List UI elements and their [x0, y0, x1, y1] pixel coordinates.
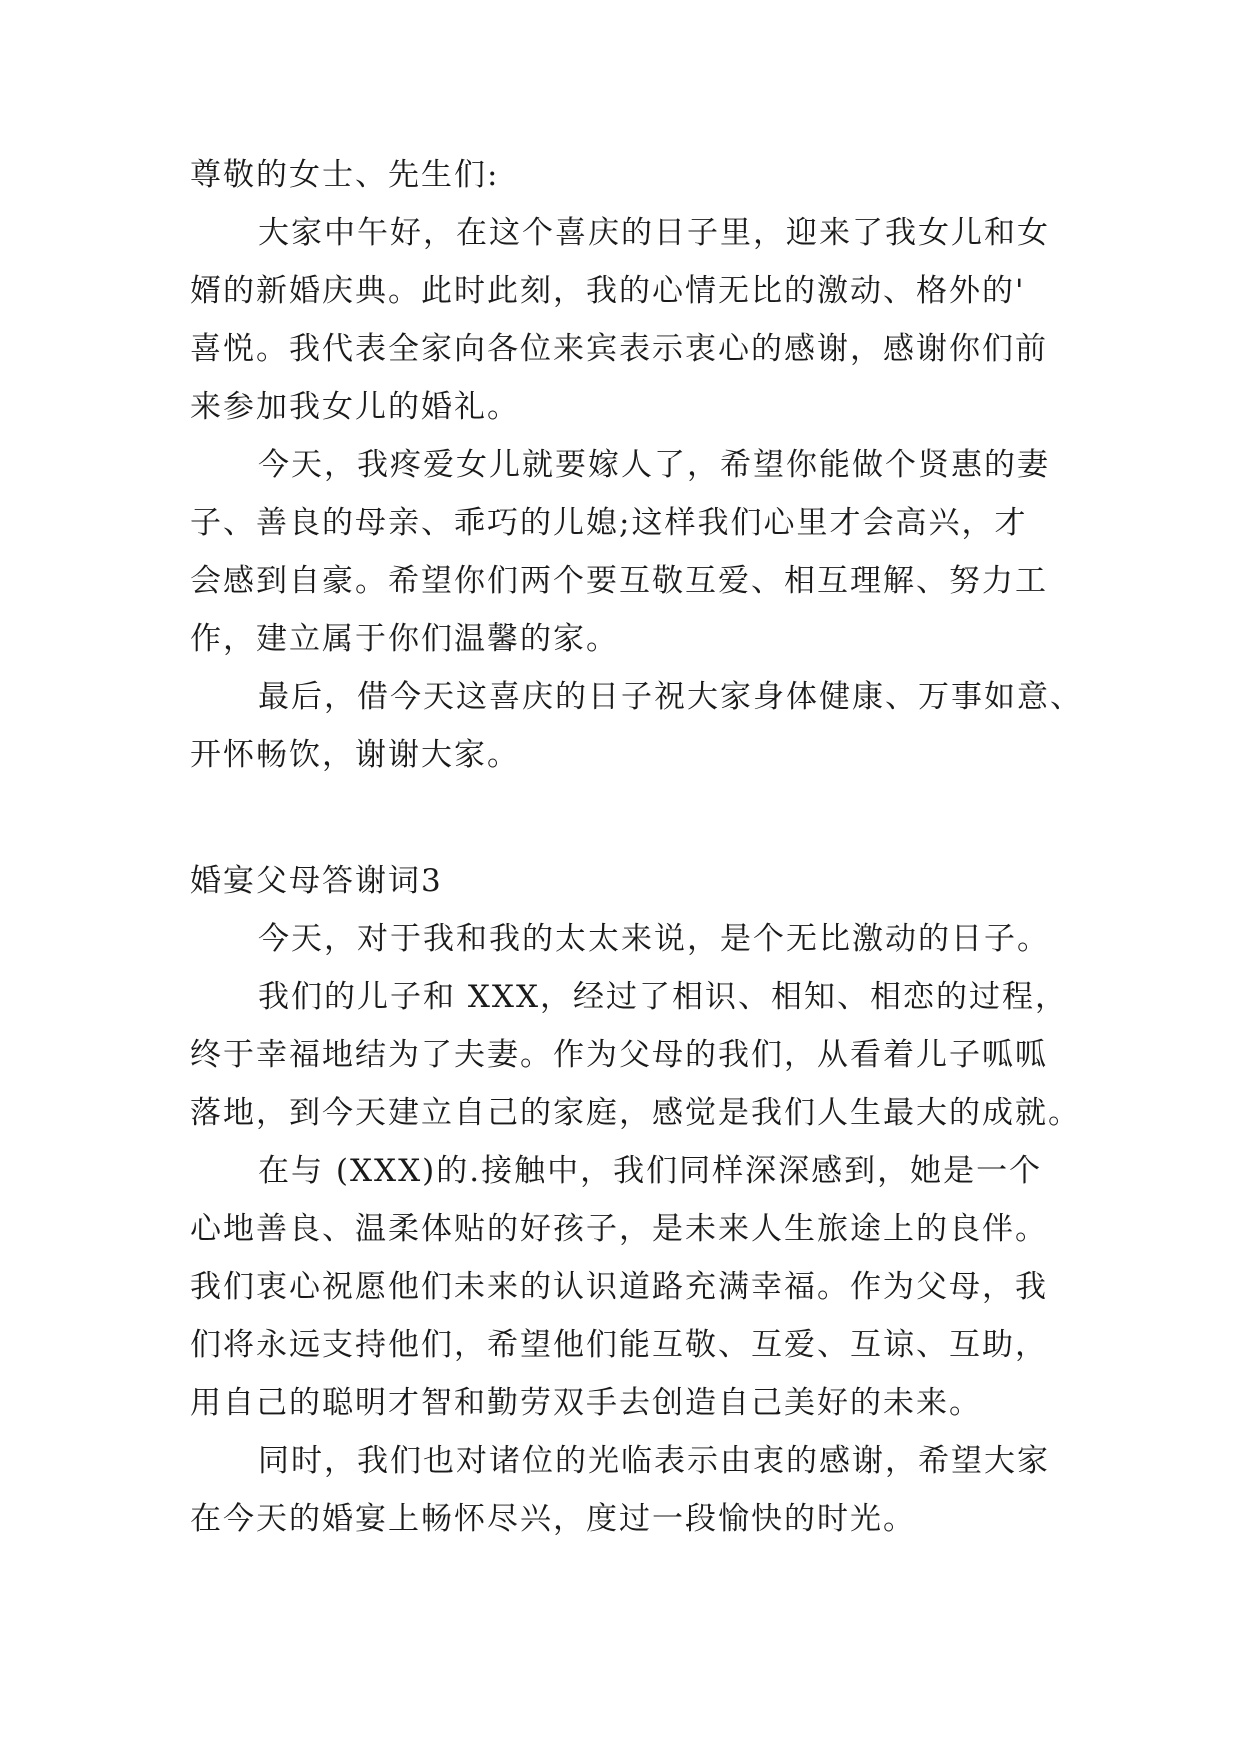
section-heading: 婚宴父母答谢词3	[190, 863, 443, 899]
paragraph-line: 喜悦。我代表全家向各位来宾表示衷心的感谢，感谢你们前	[190, 331, 1048, 367]
paragraph-line: 大家中午好，在这个喜庆的日子里，迎来了我女儿和女	[258, 215, 1050, 251]
paragraph-line: 婿的新婚庆典。此时此刻，我的心情无比的激动、格外的'	[190, 273, 1026, 309]
paragraph-line: 会感到自豪。希望你们两个要互敬互爱、相互理解、努力工	[190, 563, 1048, 599]
paragraph-line: 心地善良、温柔体贴的好孩子，是未来人生旅途上的良伴。	[190, 1211, 1048, 1247]
paragraph-line: 我们衷心祝愿他们未来的认识道路充满幸福。作为父母，我	[190, 1269, 1048, 1305]
paragraph-line: 同时，我们也对诸位的光临表示由衷的感谢，希望大家	[258, 1443, 1050, 1479]
paragraph-line: 作，建立属于你们温馨的家。	[190, 621, 619, 657]
paragraph-line: 落地，到今天建立自己的家庭，感觉是我们人生最大的成就。	[190, 1095, 1081, 1131]
paragraph-line: 今天，我疼爱女儿就要嫁人了，希望你能做个贤惠的妻	[258, 447, 1050, 483]
paragraph-line: 终于幸福地结为了夫妻。作为父母的我们，从看着儿子呱呱	[190, 1037, 1048, 1073]
paragraph-line: 开怀畅饮，谢谢大家。	[190, 737, 520, 773]
paragraph-line: 最后，借今天这喜庆的日子祝大家身体健康、万事如意、	[258, 679, 1083, 715]
paragraph-line: 来参加我女儿的婚礼。	[190, 389, 520, 425]
paragraph-line: 们将永远支持他们，希望他们能互敬、互爱、互谅、互助，	[190, 1327, 1048, 1363]
paragraph-line: 在与 (XXX)的.接触中，我们同样深深感到，她是一个	[258, 1153, 1043, 1189]
paragraph-line: 用自己的聪明才智和勤劳双手去创造自己美好的未来。	[190, 1385, 982, 1421]
paragraph-line: 在今天的婚宴上畅怀尽兴，度过一段愉快的时光。	[190, 1501, 916, 1537]
paragraph-line: 子、善良的母亲、乖巧的儿媳;这样我们心里才会高兴，才	[190, 505, 1028, 541]
paragraph-line: 我们的儿子和 XXX，经过了相识、相知、相恋的过程，	[258, 979, 1069, 1015]
salutation: 尊敬的女士、先生们:	[190, 157, 500, 193]
paragraph-line: 今天，对于我和我的太太来说，是个无比激动的日子。	[258, 921, 1050, 957]
